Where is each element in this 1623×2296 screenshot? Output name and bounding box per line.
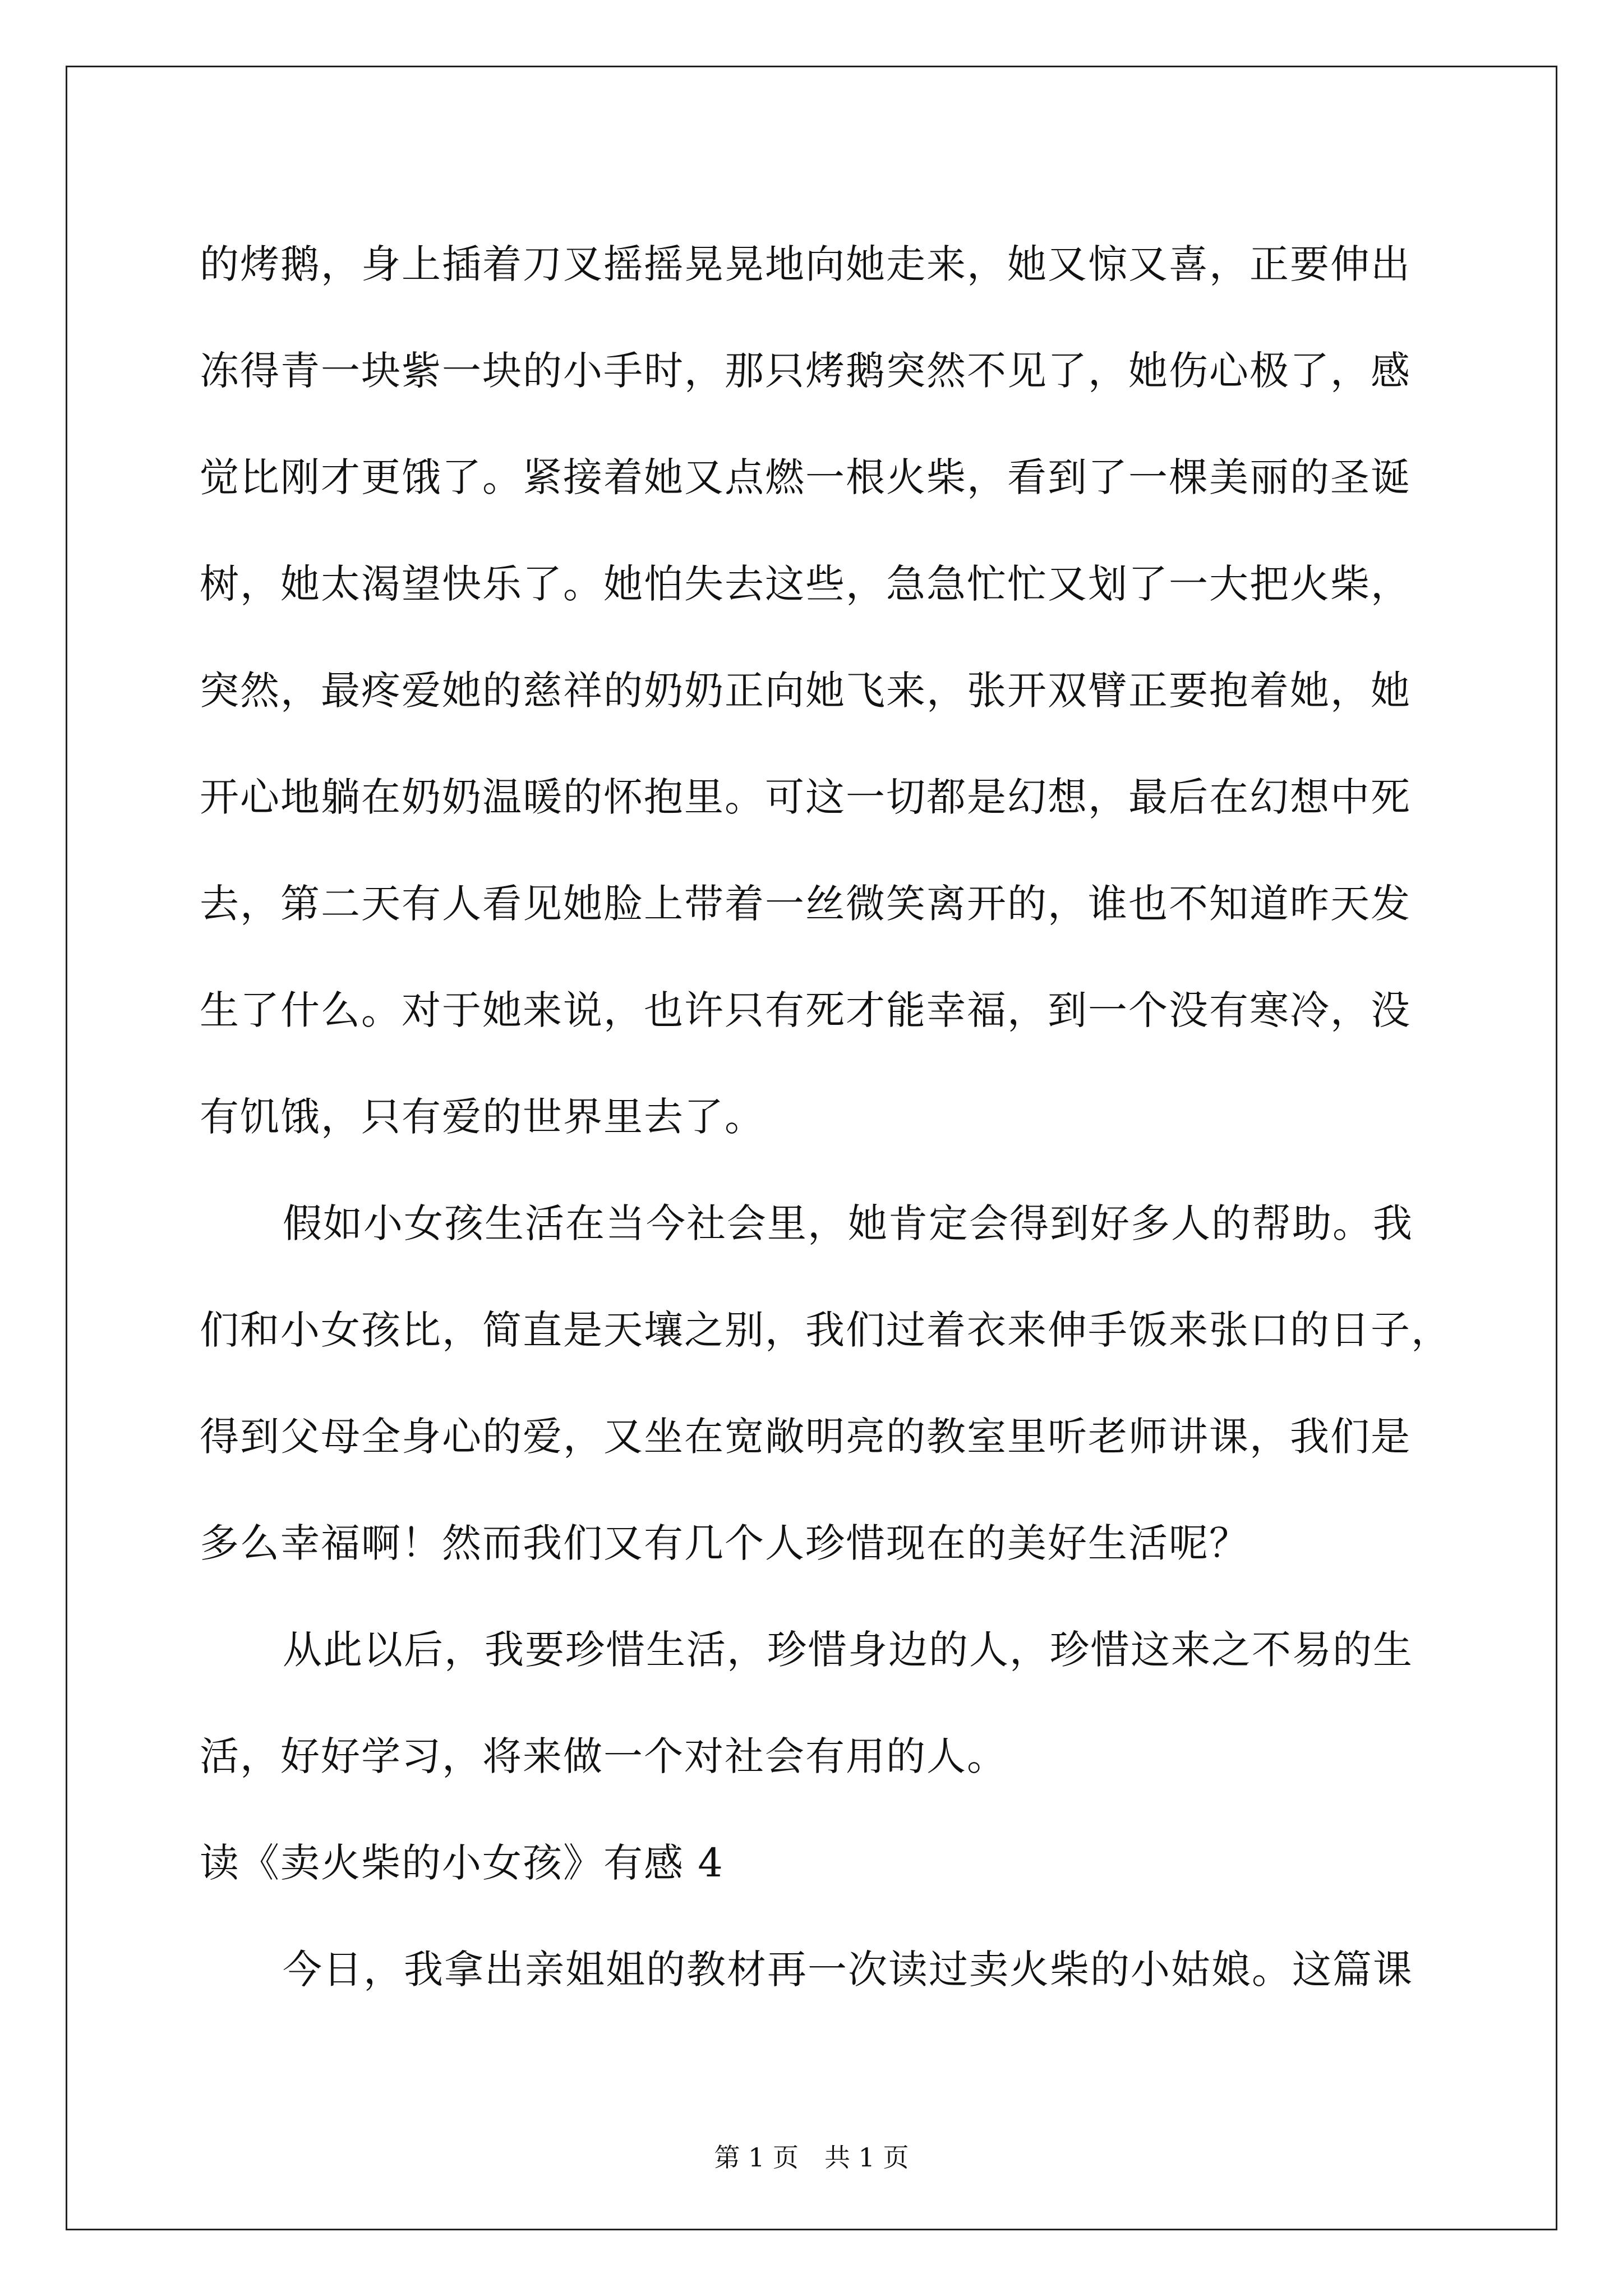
text-line: 生了什么。对于她来说，也许只有死才能幸福，到一个没有寒冷，没: [200, 987, 1411, 1033]
text-line: 活，好好学习，将来做一个对社会有用的人。: [200, 1733, 1007, 1779]
text-line: 突然，最疼爱她的慈祥的奶奶正向她飞来，张开双臂正要抱着她，她: [200, 668, 1411, 714]
text-line: 去，第二天有人看见她脸上带着一丝微笑离开的，谁也不知道昨天发: [200, 881, 1411, 927]
text-line: 开心地躺在奶奶温暖的怀抱里。可这一切都是幻想，最后在幻想中死: [200, 774, 1411, 820]
text-line: 们和小女孩比，简直是天壤之别，我们过着衣来伸手饭来张口的日子，: [200, 1307, 1451, 1353]
text-line: 得到父母全身心的爱，又坐在宽敞明亮的教室里听老师讲课，我们是: [200, 1414, 1411, 1460]
document-body: [200, 211, 1451, 2023]
text-line: 有饥饿，只有爱的世界里去了。: [200, 1094, 765, 1140]
paragraph-start: 今日，我拿出亲姐姐的教材再一次读过卖火柴的小姑娘。这篇课: [283, 1947, 1413, 1993]
paragraph-start: 假如小女孩生活在当今社会里，她肯定会得到好多人的帮助。我: [283, 1200, 1413, 1246]
text-line: 多么幸福啊！然而我们又有几个人珍惜现在的美好生活呢？: [200, 1520, 1249, 1566]
page-footer: 第 1 页 共 1 页: [714, 2142, 909, 2173]
section-heading: 读《卖火柴的小女孩》有感 4: [200, 1840, 724, 1886]
text-line: 觉比刚才更饿了。紧接着她又点燃一根火柴，看到了一棵美丽的圣诞: [200, 454, 1411, 500]
paragraph-start: 从此以后，我要珍惜生活，珍惜身边的人，珍惜这来之不易的生: [283, 1627, 1413, 1673]
text-line: 树，她太渴望快乐了。她怕失去这些，急急忙忙又划了一大把火柴，: [200, 561, 1411, 607]
text-line: 的烤鹅，身上插着刀叉摇摇晃晃地向她走来，她又惊又喜，正要伸出: [200, 241, 1411, 287]
text-line: 冻得青一块紫一块的小手时，那只烤鹅突然不见了，她伤心极了，感: [200, 348, 1411, 394]
